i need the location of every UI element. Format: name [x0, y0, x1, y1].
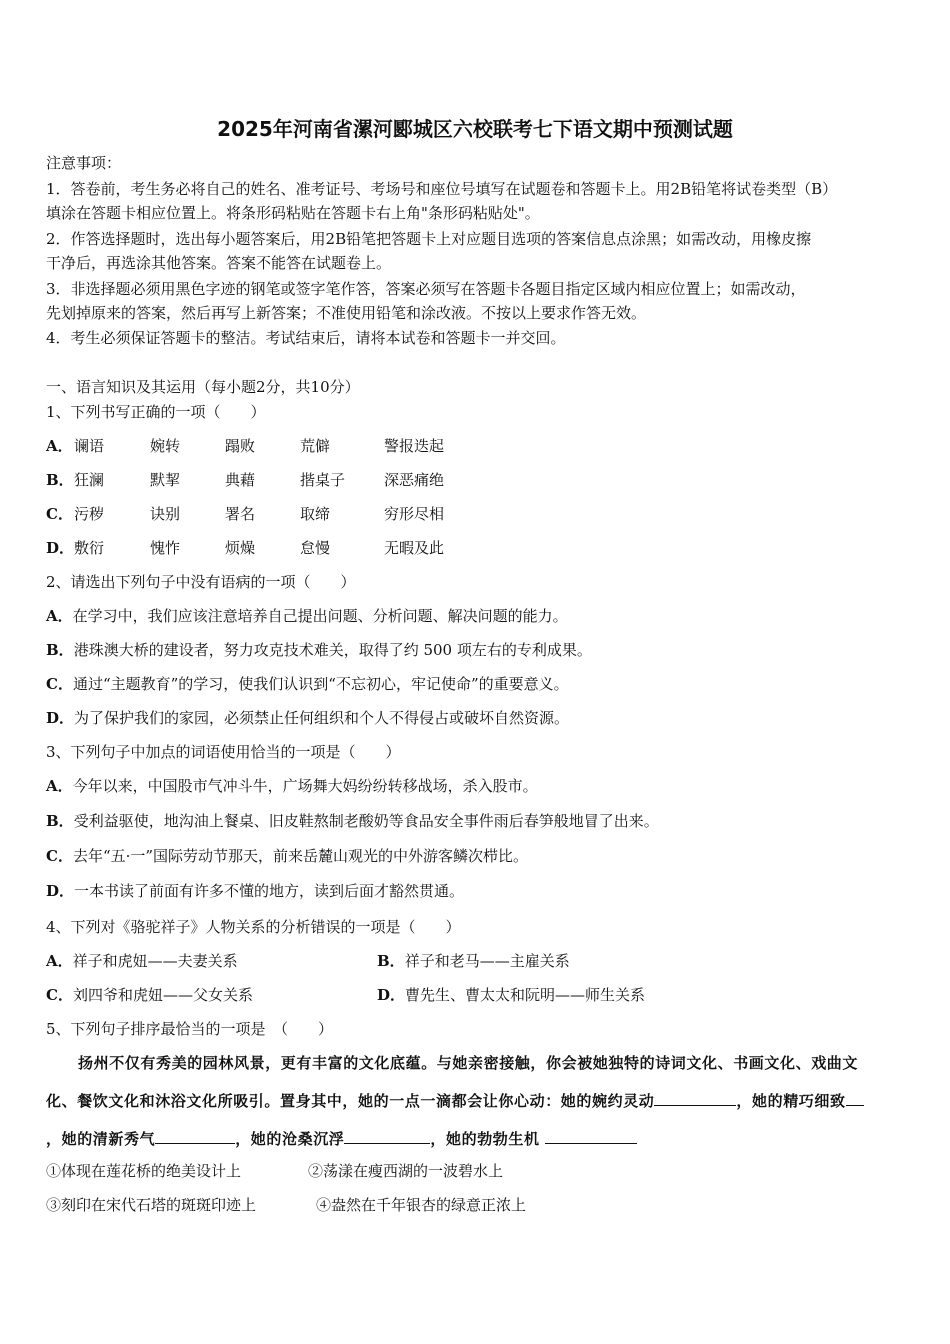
notice-line: 2．作答选择题时，选出每小题答案后，用2B铅笔把答题卡上对应题目选项的答案信息点涂黑；如需改动，用橡皮擦 [46, 230, 812, 248]
option-word: 揩桌子 [300, 471, 346, 489]
q4-option-c [46, 984, 253, 1005]
q2-option-d [46, 707, 569, 728]
sentence-item: ③刻印在宋代石塔的斑斑印迹上 [46, 1196, 257, 1214]
option-letter: D． [46, 709, 75, 727]
q2-option-b [46, 639, 592, 660]
option-text: 港珠澳大桥的建设者，努力攻克技术难关，取得了约 500 项左右的专利成果。 [73, 641, 592, 659]
option-text: 今年以来，中国股市气冲斗牛，广场舞大妈纷纷转移战场，杀入股市。 [72, 777, 538, 795]
option-word: 怠慢 [300, 539, 331, 557]
q3-stem: 3、下列句子中加点的词语使用恰当的一项是（ ） [46, 743, 401, 761]
option-letter: D． [46, 539, 75, 557]
option-text: 祥子和老马——主雇关系 [404, 952, 570, 970]
answer-blank[interactable] [155, 1129, 235, 1144]
option-letter: B． [46, 812, 74, 830]
option-word: 穷形尽相 [384, 505, 445, 523]
option-text: 在学习中，我们应该注意培养自己提出问题、分析问题、解决问题的能力。 [72, 607, 568, 625]
page-title: 2025年河南省漯河郾城区六校联考七下语文期中预测试题 [217, 117, 733, 141]
answer-blank[interactable] [545, 1129, 637, 1144]
q1-option-b [46, 469, 906, 489]
passage-text: ，她的沧桑沉浮 [235, 1130, 345, 1148]
option-letter: A． [46, 437, 73, 455]
passage-line: 扬州不仅有秀美的园林风景，更有丰富的文化底蕴。与她亲密接触，你会被她独特的诗词文化、书画文化、戏曲文 [78, 1054, 859, 1072]
q4-option-d [377, 984, 645, 1005]
option-word: 敷衍 [74, 539, 105, 557]
answer-blank[interactable] [846, 1091, 864, 1106]
passage-line [46, 1128, 637, 1149]
q4-stem: 4、下列对《骆驼祥子》人物关系的分析错误的一项是（ ） [46, 918, 461, 936]
q2-option-a [46, 605, 568, 626]
option-letter: B． [46, 641, 74, 659]
q4-option-b [377, 950, 570, 971]
notice-line: 干净后，再选涂其他答案。答案不能答在试题卷上。 [46, 254, 392, 272]
passage-text: ，她的精巧细致 [736, 1092, 846, 1110]
option-word: 狂澜 [74, 471, 105, 489]
notice-line: 填涂在答题卡相应位置上。将条形码粘贴在答题卡右上角"条形码粘贴处"。 [46, 204, 540, 222]
q1-option-c [46, 503, 906, 523]
sentence-item: ④盎然在千年银杏的绿意正浓上 [316, 1196, 527, 1214]
option-word: 无暇及此 [384, 539, 445, 557]
passage-text: ，她的勃勃生机 [430, 1130, 540, 1148]
option-letter: B． [377, 952, 405, 970]
option-word: 荒僻 [300, 437, 331, 455]
option-text: 刘四爷和虎妞——父女关系 [72, 986, 253, 1004]
option-word: 婉转 [150, 437, 181, 455]
q1-option-d [46, 537, 906, 557]
option-letter: A． [46, 952, 73, 970]
q1-option-a [46, 435, 906, 455]
option-word: 警报迭起 [384, 437, 445, 455]
notice-line: 1．答卷前，考生务必将自己的姓名、准考证号、考场号和座位号填写在试题卷和答题卡上。用2B铅笔将试卷类型（B） [46, 180, 838, 198]
sentence-item: ②荡漾在瘦西湖的一波碧水上 [308, 1162, 504, 1180]
option-letter: C． [46, 505, 73, 523]
option-word: 谰语 [74, 437, 105, 455]
option-word: 典藉 [225, 471, 256, 489]
option-word: 深恶痛绝 [384, 471, 445, 489]
passage-text: ，她的清新秀气 [46, 1130, 156, 1148]
q5-stem: 5、下列句子排序最恰当的一项是 （ ） [46, 1020, 334, 1038]
option-word: 蹋败 [225, 437, 256, 455]
passage-line [46, 1090, 864, 1111]
sentence-item: ①体现在莲花桥的绝美设计上 [46, 1162, 242, 1180]
option-letter: B． [46, 471, 74, 489]
q3-option-d [46, 880, 464, 901]
option-letter: C． [46, 847, 73, 865]
section-heading: 一、语言知识及其运用（每小题2分，共10分） [46, 378, 360, 396]
option-letter: D． [377, 986, 406, 1004]
q3-option-a [46, 775, 538, 796]
answer-blank[interactable] [654, 1091, 736, 1106]
q3-option-b [46, 810, 659, 831]
option-word: 诀别 [150, 505, 181, 523]
q3-option-c [46, 845, 528, 866]
q2-stem: 2、请选出下列句子中没有语病的一项（ ） [46, 573, 356, 591]
option-word: 烦燥 [225, 539, 256, 557]
option-text: 为了保护我们的家园，必须禁止任何组织和个人不得侵占或破坏自然资源。 [74, 709, 570, 727]
option-letter: C． [46, 675, 73, 693]
option-letter: A． [46, 777, 73, 795]
option-letter: C． [46, 986, 73, 1004]
option-letter: A． [46, 607, 73, 625]
notice-heading: 注意事项： [46, 154, 122, 172]
option-word: 污秽 [74, 505, 105, 523]
option-word: 愧怍 [150, 539, 181, 557]
option-text: 去年“五·一”国际劳动节那天，前来岳麓山观光的中外游客鳞次栉比。 [72, 847, 529, 865]
answer-blank[interactable] [344, 1129, 430, 1144]
option-text: 通过“主题教育”的学习，使我们认识到“不忘初心，牢记使命”的重要意义。 [72, 675, 569, 693]
notice-line: 4．考生必须保证答题卡的整洁。考试结束后，请将本试卷和答题卡一并交回。 [46, 329, 566, 347]
option-word: 默挈 [150, 471, 181, 489]
q1-stem: 1、下列书写正确的一项（ ） [46, 403, 266, 421]
option-text: 一本书读了前面有许多不懂的地方，读到后面才豁然贯通。 [74, 882, 465, 900]
option-text: 曹先生、曹太太和阮明——师生关系 [405, 986, 646, 1004]
option-text: 受利益驱使，地沟油上餐桌、旧皮鞋熬制老酸奶等食品安全事件雨后春笋般地冒了出来。 [73, 812, 659, 830]
q5-items-row [46, 1160, 906, 1180]
q5-items-row [46, 1194, 906, 1214]
option-letter: D． [46, 882, 75, 900]
option-word: 署名 [225, 505, 256, 523]
q2-option-c [46, 673, 569, 694]
q4-option-a [46, 950, 238, 971]
option-word: 取缔 [300, 505, 331, 523]
notice-line: 3．非选择题必须用黑色字迹的钢笔或签字笔作答，答案必须写在答题卡各题目指定区域内相应位置上；如需改动， [46, 280, 806, 298]
passage-text: 化、餐饮文化和沐浴文化所吸引。置身其中，她的一点一滴都会让你心动：她的婉约灵动 [46, 1092, 655, 1110]
option-text: 祥子和虎妞——夫妻关系 [72, 952, 238, 970]
notice-line: 先划掉原来的答案，然后再写上新答案；不准使用铅笔和涂改液。不按以上要求作答无效。 [46, 304, 647, 322]
